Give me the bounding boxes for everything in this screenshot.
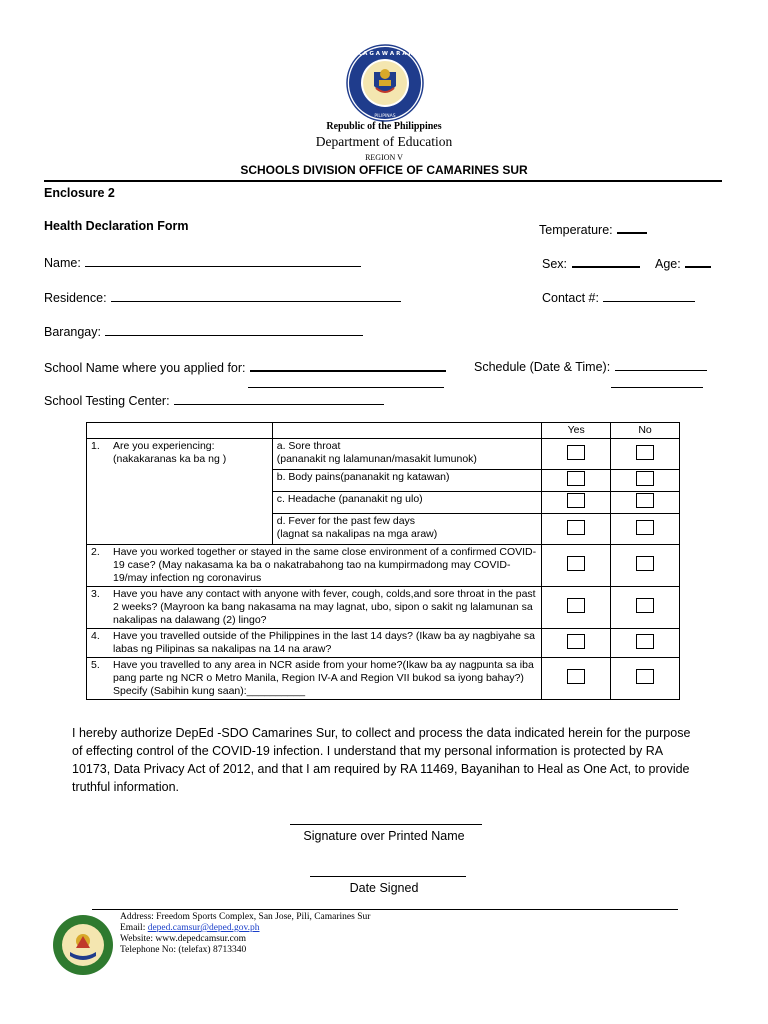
division-title: SCHOOLS DIVISION OFFICE OF CAMARINES SUR bbox=[240, 163, 528, 177]
option-translation: (lagnat sa nakalipas na mga araw) bbox=[276, 528, 438, 540]
footer-contact-block bbox=[120, 912, 370, 956]
question-1-cell bbox=[87, 439, 273, 545]
option-text: d. Fever for the past few days bbox=[276, 515, 416, 527]
footer-telephone: Telephone No: (telefax) 8713340 bbox=[120, 945, 247, 955]
question-text: Have you travelled outside of the Philippines in the last 14 days? (Ikaw ba ay nagbiyahe sa labas ng Pilipinas sa nakalipas na 14 na araw? bbox=[113, 630, 536, 655]
question-text: Have you have any contact with anyone with fever, cough, colds,and sore throat in the past 2 weeks? (Mayroon ka bang nakasama na may lagnat, ubo, sipon o sakit ng lalamunan sa nakalipas na dalawang (2) lingo? bbox=[113, 588, 536, 626]
sex-label: Sex: bbox=[542, 257, 568, 271]
footer-address: Address: Freedom Sports Complex, San Jose, Pili, Camarines Sur bbox=[120, 912, 371, 922]
no-header: No bbox=[611, 423, 680, 439]
table-row bbox=[87, 587, 680, 629]
table-row bbox=[87, 629, 680, 658]
temperature-label: Temperature: bbox=[539, 223, 613, 237]
no-checkbox[interactable] bbox=[636, 556, 654, 571]
age-field[interactable] bbox=[655, 254, 711, 271]
signature-label: Signature over Printed Name bbox=[303, 829, 465, 843]
schedule-second-line[interactable] bbox=[611, 387, 703, 388]
no-checkbox[interactable] bbox=[636, 634, 654, 649]
schedule-label: Schedule (Date & Time): bbox=[474, 360, 611, 374]
division-seal-logo bbox=[52, 914, 114, 976]
option-cell bbox=[272, 492, 542, 514]
yes-checkbox[interactable] bbox=[567, 556, 585, 571]
question-4-cell bbox=[87, 629, 542, 658]
option-cell bbox=[272, 514, 542, 545]
school-label: School Name where you applied for: bbox=[44, 361, 246, 375]
yes-checkbox[interactable] bbox=[567, 471, 585, 486]
footer-divider bbox=[92, 909, 678, 910]
department-title: Department of Education bbox=[315, 134, 453, 149]
svg-text:PILIPINAS: PILIPINAS bbox=[374, 114, 396, 119]
yes-header: Yes bbox=[542, 423, 611, 439]
footer-email-label: Email: bbox=[120, 923, 146, 933]
question-number: 4. bbox=[91, 630, 100, 642]
question-number: 1. bbox=[91, 440, 100, 452]
school-second-line[interactable] bbox=[248, 387, 444, 388]
deped-seal-logo bbox=[346, 44, 424, 122]
question-2-cell bbox=[87, 545, 542, 587]
barangay-field[interactable] bbox=[44, 323, 363, 339]
question-text: Are you experiencing: bbox=[113, 440, 215, 452]
no-checkbox[interactable] bbox=[636, 445, 654, 460]
option-cell bbox=[272, 470, 542, 492]
table-row bbox=[87, 658, 680, 700]
table-row bbox=[87, 545, 680, 587]
question-translation: (nakakaranas ka ba ng ) bbox=[113, 453, 227, 465]
option-cell bbox=[272, 439, 542, 470]
yes-checkbox[interactable] bbox=[567, 445, 585, 460]
testing-center-label: School Testing Center: bbox=[44, 394, 170, 408]
no-checkbox[interactable] bbox=[636, 471, 654, 486]
no-checkbox[interactable] bbox=[636, 493, 654, 508]
enclosure-label: Enclosure 2 bbox=[44, 186, 115, 200]
question-3-cell bbox=[87, 587, 542, 629]
question-number: 3. bbox=[91, 588, 100, 600]
option-translation: (pananakit ng lalamunan/masakit lumunok) bbox=[276, 453, 477, 465]
name-label: Name: bbox=[44, 256, 81, 270]
date-signed-label: Date Signed bbox=[349, 881, 419, 895]
temperature-field[interactable] bbox=[539, 220, 647, 237]
question-number: 2. bbox=[91, 546, 100, 558]
yes-checkbox[interactable] bbox=[567, 598, 585, 613]
yes-checkbox[interactable] bbox=[567, 493, 585, 508]
yes-checkbox[interactable] bbox=[567, 669, 585, 684]
sex-field[interactable] bbox=[542, 254, 640, 271]
residence-label: Residence: bbox=[44, 291, 107, 305]
testing-center-field[interactable] bbox=[44, 392, 384, 408]
question-text: Have you travelled to any area in NCR aside from your home?(Ikaw ba ay nagpunta sa iba pang parte ng NCR o Metro Manila, Region IV-A and Region VII bukod sa iyong bahay?) Specify (Sabihin kung saan):__________ bbox=[113, 659, 534, 697]
question-text: Have you worked together or stayed in the same close environment of a confirmed COVID-19 case? (May nakasama ka ba o nakatrabahong tao na kumpirmadong may COVID-19/may infection ng coronavirus bbox=[113, 546, 537, 584]
yes-checkbox[interactable] bbox=[567, 634, 585, 649]
health-questionnaire-table bbox=[86, 422, 680, 700]
no-checkbox[interactable] bbox=[636, 669, 654, 684]
schedule-field[interactable] bbox=[474, 358, 707, 374]
consent-paragraph: I hereby authorize DepEd -SDO Camarines Sur, to collect and process the data indicated herein for the purpose of effecting control of the COVID-19 infection. I understand that my personal information is protected by RA 10173, Data Privacy Act of 2012, and that I am required by RA 11469, Bayanihan to Heal as One Act, to provide truthful information. bbox=[72, 726, 691, 794]
question-number: 5. bbox=[91, 659, 100, 671]
table-row bbox=[87, 439, 680, 470]
school-field[interactable] bbox=[44, 358, 446, 375]
age-label: Age: bbox=[655, 257, 681, 271]
name-field[interactable] bbox=[44, 254, 361, 270]
option-text: c. Headache (pananakit ng ulo) bbox=[276, 493, 423, 505]
no-checkbox[interactable] bbox=[636, 520, 654, 535]
date-signed-line[interactable] bbox=[310, 876, 466, 877]
region-label: REGION V bbox=[365, 153, 403, 162]
option-text: b. Body pains(pananakit ng katawan) bbox=[276, 471, 450, 483]
option-text: a. Sore throat bbox=[276, 440, 341, 452]
footer-website: Website: www.depedcamsur.com bbox=[120, 934, 247, 944]
question-5-cell bbox=[87, 658, 542, 700]
yes-checkbox[interactable] bbox=[567, 520, 585, 535]
signature-line[interactable] bbox=[290, 824, 482, 825]
header-divider bbox=[44, 180, 722, 182]
form-title: Health Declaration Form bbox=[44, 219, 189, 233]
footer-email-line bbox=[120, 923, 370, 934]
footer-email-link[interactable]: deped.camsur@deped.gov.ph bbox=[147, 923, 260, 933]
contact-label: Contact #: bbox=[542, 291, 599, 305]
barangay-label: Barangay: bbox=[44, 325, 101, 339]
no-checkbox[interactable] bbox=[636, 598, 654, 613]
residence-field[interactable] bbox=[44, 289, 401, 305]
contact-field[interactable] bbox=[542, 289, 695, 305]
table-header-row bbox=[87, 423, 680, 439]
svg-text:K A G A W A R A N: K A G A W A R A N bbox=[356, 51, 414, 57]
republic-label: Republic of the Philippines bbox=[326, 121, 442, 132]
